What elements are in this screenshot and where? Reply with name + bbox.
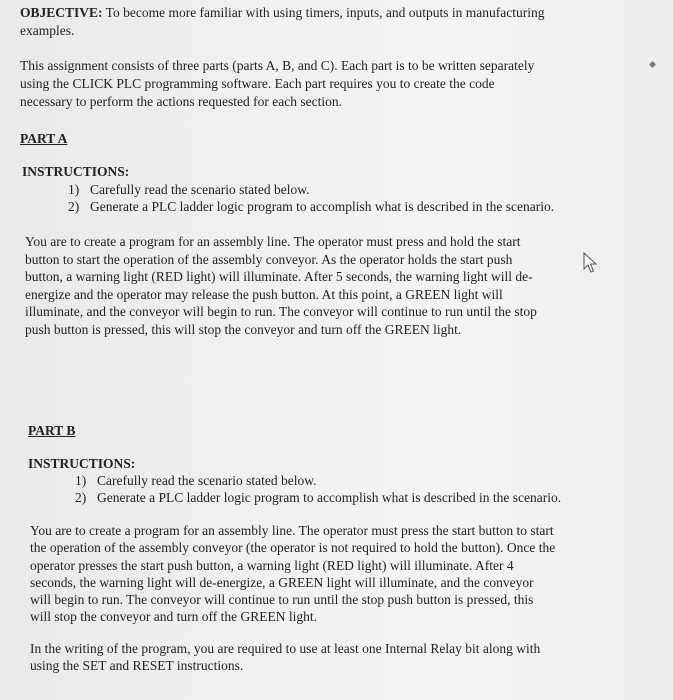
- scenario-line: illuminate, and the conveyor will begin to run. The conveyor will continue to run until the stop: [25, 304, 537, 319]
- step-number: 1): [68, 182, 80, 197]
- scenario-line: button to start the operation of the assembly conveyor. As the operator holds the start push: [25, 252, 513, 267]
- part-a-heading: PART A: [20, 131, 68, 146]
- page-mark: [649, 61, 656, 68]
- scenario-line: You are to create a program for an assembly line. The operator must press and hold the start: [25, 234, 521, 249]
- part-a-step: [68, 181, 310, 199]
- step-number: 2): [68, 199, 80, 214]
- pointer-cursor-icon: [582, 252, 598, 274]
- part-b-step: [75, 489, 561, 507]
- scenario-line: will stop the conveyor and turn off the GREEN light.: [30, 609, 317, 624]
- intro-line: This assignment consists of three parts (parts A, B, and C). Each part is to be written separately: [20, 58, 535, 73]
- scenario-line: push button is pressed, this will stop the conveyor and turn off the GREEN light.: [25, 322, 462, 337]
- scenario-line: operator presses the start push button, a warning light (RED light) will illuminate. After 4: [30, 558, 514, 573]
- objective-line-2: examples.: [20, 23, 75, 38]
- step-text: Carefully read the scenario stated below.: [90, 182, 310, 197]
- part-b-heading: PART B: [28, 423, 76, 438]
- step-text: Carefully read the scenario stated below.: [97, 473, 317, 488]
- objective-label: OBJECTIVE:: [20, 5, 103, 20]
- scenario-line: energize and the operator may release the push button. At this point, a GREEN light will: [25, 287, 503, 302]
- scenario-line: button, a warning light (RED light) will illuminate. After 5 seconds, the warning light will de-: [25, 269, 533, 284]
- note-line: using the SET and RESET instructions.: [30, 658, 244, 673]
- objective-line-1: [20, 4, 545, 22]
- intro-line: using the CLICK PLC programming software. Each part requires you to create the code: [20, 76, 495, 91]
- scenario-line: You are to create a program for an assembly line. The operator must press the start button to start: [30, 523, 554, 538]
- scenario-line: seconds, the warning light will de-energize, a GREEN light will illuminate, and the conveyor: [30, 575, 534, 590]
- part-b-step: [75, 472, 317, 490]
- step-number: 1): [75, 473, 87, 488]
- objective-text: To become more familiar with using timers, inputs, and outputs in manufacturing: [102, 5, 545, 20]
- step-number: 2): [75, 490, 87, 505]
- scenario-line: the operation of the assembly conveyor (the operator is not required to hold the button). Once the: [30, 540, 556, 555]
- part-a-step: [68, 198, 554, 216]
- part-b-instructions-label: INSTRUCTIONS:: [28, 456, 136, 471]
- part-a-instructions-label: INSTRUCTIONS:: [22, 164, 130, 179]
- note-line: In the writing of the program, you are required to use at least one Internal Relay bit along with: [30, 641, 541, 656]
- step-text: Generate a PLC ladder logic program to accomplish what is described in the scenario.: [90, 199, 555, 214]
- scenario-line: will begin to run. The conveyor will continue to run until the stop push button is pressed, this: [30, 592, 534, 607]
- step-text: Generate a PLC ladder logic program to accomplish what is described in the scenario.: [97, 490, 562, 505]
- intro-line: necessary to perform the actions requested for each section.: [20, 94, 342, 109]
